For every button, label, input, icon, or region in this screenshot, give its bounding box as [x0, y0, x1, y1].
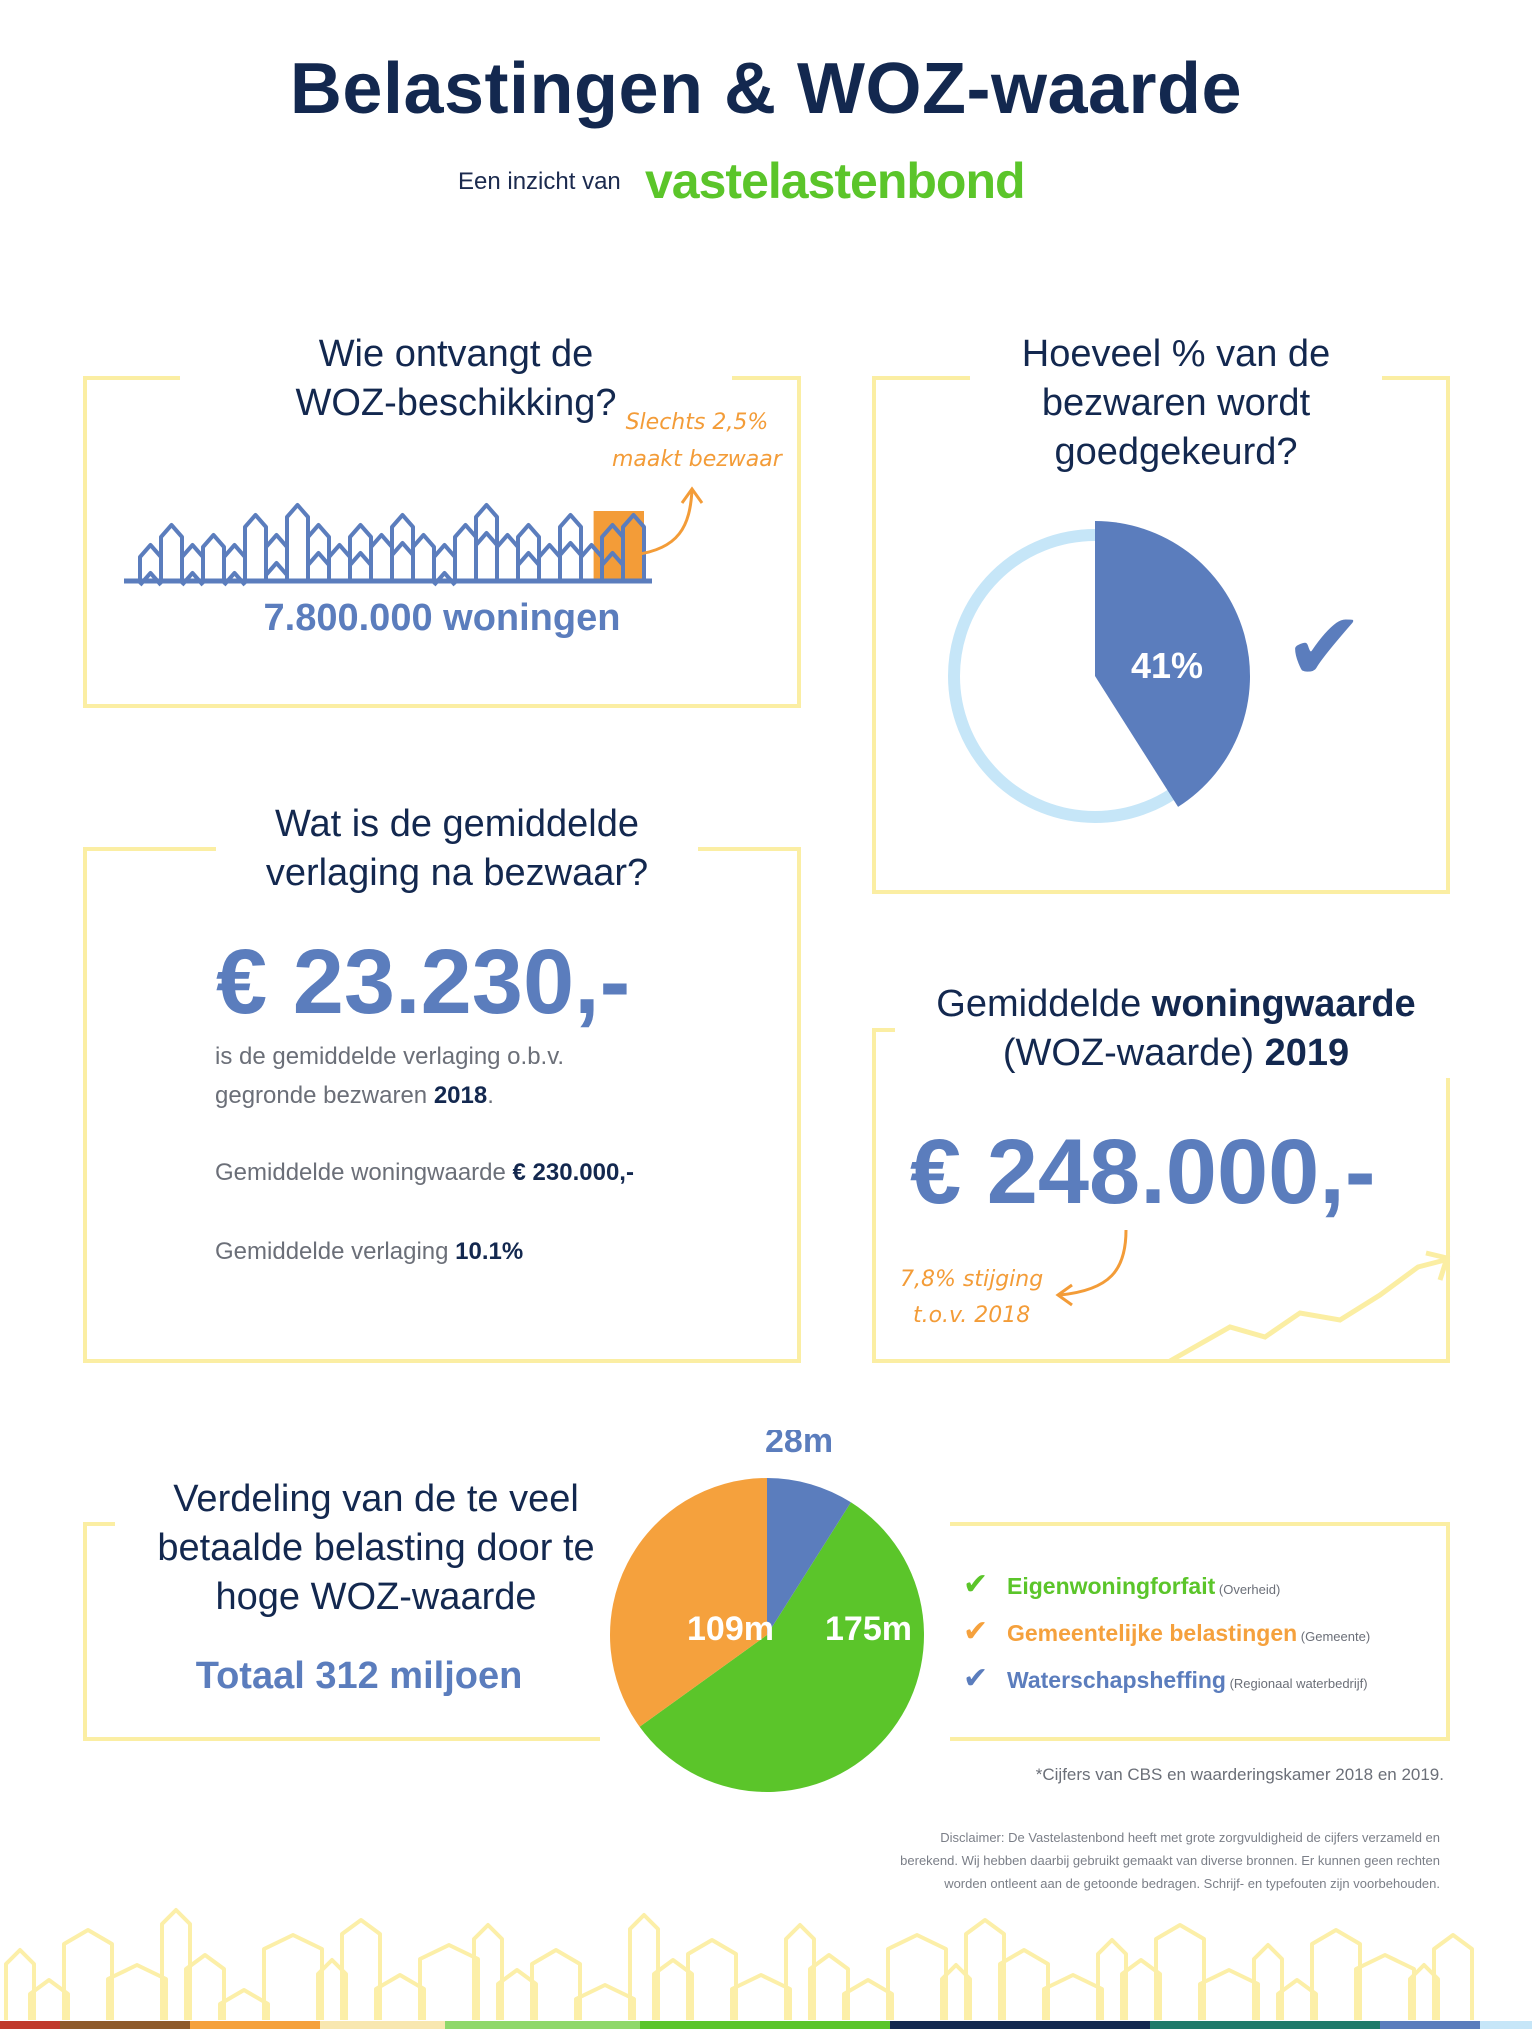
woz-beschikking-value: 7.800.000 woningen [263, 597, 621, 639]
pie-data-label: 109m [687, 1610, 774, 1648]
legend-source: (Gemeente) [1297, 1629, 1371, 1644]
house-outline [287, 505, 308, 581]
skyline-house [1356, 1955, 1414, 2020]
skyline-house [888, 1935, 946, 2020]
house-outline [371, 535, 392, 581]
house-outline [539, 545, 560, 581]
house-roofline [266, 563, 287, 575]
bezwaren-question: Hoeveel % van de bezwaren wordt goedgekeurd? [970, 330, 1382, 477]
check-icon: ✔ [963, 1662, 989, 1695]
woningwaarde-heading: Gemiddelde woningwaarde (WOZ-waarde) 2019 [895, 980, 1457, 1078]
skyline-house [732, 1975, 790, 2020]
skyline-house [576, 1985, 634, 2020]
bezwaren-percent-label: 41% [1131, 645, 1204, 686]
brand-logo: vastelastenbond [645, 153, 1025, 209]
skyline-house [420, 1945, 478, 2020]
verlaging-percentage: Gemiddelde verlaging 10.1% [215, 1238, 524, 1265]
check-icon: ✔ [963, 1615, 989, 1648]
house-outline [245, 515, 266, 581]
footer-stripe-red [0, 2021, 60, 2029]
house-outline [203, 535, 224, 581]
house-roofline [518, 553, 539, 565]
skyline-house [1044, 1975, 1102, 2020]
houses-illustration [120, 485, 720, 605]
subtitle: Een inzicht van [458, 168, 621, 195]
house-outline [497, 535, 518, 581]
verdeling-pie-chart [600, 1430, 950, 1800]
footer-stripe-cream [320, 2021, 445, 2029]
skyline-house [108, 1965, 166, 2020]
house-outline [560, 515, 581, 581]
skyline-house [1312, 1930, 1360, 2020]
legend-item [963, 1614, 1370, 1649]
house-roofline [392, 543, 413, 555]
page-title: Belastingen & WOZ-waarde [289, 49, 1243, 129]
footer-stripe-green [640, 2021, 890, 2029]
skyline-house [688, 1940, 736, 2020]
woz-beschikking-note: Slechts 2,5% maakt bezwaar [612, 410, 782, 472]
skyline-house [264, 1935, 322, 2020]
skyline-house [532, 1950, 580, 2020]
skyline-house [220, 1990, 268, 2020]
legend-source: (Overheid) [1215, 1582, 1281, 1597]
legend-item [963, 1567, 1280, 1602]
house-roofline [308, 553, 329, 565]
verlaging-description: is de gemiddelde verlaging o.b.v. gegronde bezwaren 2018. [215, 1043, 565, 1109]
pie-data-label: 28m [765, 1430, 834, 1460]
house-outline [161, 525, 182, 581]
footer-stripe-lightblue [1480, 2021, 1532, 2029]
legend-label: Gemeentelijke belastingen [1007, 1620, 1298, 1646]
house-outline [413, 535, 434, 581]
skyline-house [1156, 1925, 1204, 2020]
footer-stripe-teal [1150, 2021, 1380, 2029]
skyline-house [1200, 1970, 1258, 2020]
footer-stripe-orange [190, 2021, 320, 2029]
house-outline [329, 545, 350, 581]
legend-label: Eigenwoningforfait [1007, 1573, 1216, 1599]
verdeling-total: Totaal 312 miljoen [195, 1655, 523, 1697]
rising-trend-arrow [1040, 1225, 1460, 1365]
house-outline [392, 515, 413, 581]
verdeling-heading: Verdeling van de te veel betaalde belasting door te hoge WOZ-waarde [115, 1475, 637, 1622]
bezwaren-pie [940, 518, 1260, 838]
verlaging-amount: € 23.230,- [216, 931, 631, 1033]
woningwaarde-note: 7,8% stijging t.o.v. 2018 [900, 1267, 1044, 1328]
woningwaarde-amount: € 248.000,- [910, 1121, 1376, 1223]
footer-stripe-lightgreen [445, 2021, 640, 2029]
house-roofline [560, 543, 581, 555]
woz-beschikking-question: Wie ontvangt de WOZ-beschikking? [180, 330, 732, 428]
skyline-house [64, 1930, 112, 2020]
legend-item [963, 1661, 1368, 1696]
footer-stripe-navy [890, 2021, 1150, 2029]
verlaging-question: Wat is de gemiddelde verlaging na bezwaar? [216, 800, 698, 898]
house-roofline [350, 553, 371, 565]
houses-skyline-decoration [0, 1890, 1532, 2020]
footer-stripe-blue [1380, 2021, 1480, 2029]
house-outline [455, 525, 476, 581]
house-roofline [476, 533, 497, 545]
disclaimer: Disclaimer: De Vastelastenbond heeft met grote zorgvuldigheid de cijfers verzameld en berekend. Wij hebben daarbij gebruikt gemaakt van diverse bronnen. Er kunnen geen rechten worden ontleent aan de getoonde bedragen. Schrijf- en typefouten zijn voorbehouden. [900, 1830, 1440, 1891]
source-note: *Cijfers van CBS en waarderingskamer 2018 en 2019. [1035, 1765, 1444, 1784]
skyline-house [376, 1975, 424, 2020]
check-icon: ✔ [963, 1568, 989, 1601]
legend-source: (Regionaal waterbedrijf) [1225, 1676, 1368, 1691]
verlaging-woningwaarde: Gemiddelde woningwaarde € 230.000,- [215, 1159, 634, 1186]
legend-label: Waterschapsheffing [1007, 1667, 1226, 1693]
skyline-house [1000, 1950, 1048, 2020]
skyline-house [844, 1980, 892, 2020]
pie-data-label: 175m [825, 1610, 912, 1648]
footer-stripe-brown [60, 2021, 190, 2029]
check-icon: ✔ [1284, 594, 1365, 701]
